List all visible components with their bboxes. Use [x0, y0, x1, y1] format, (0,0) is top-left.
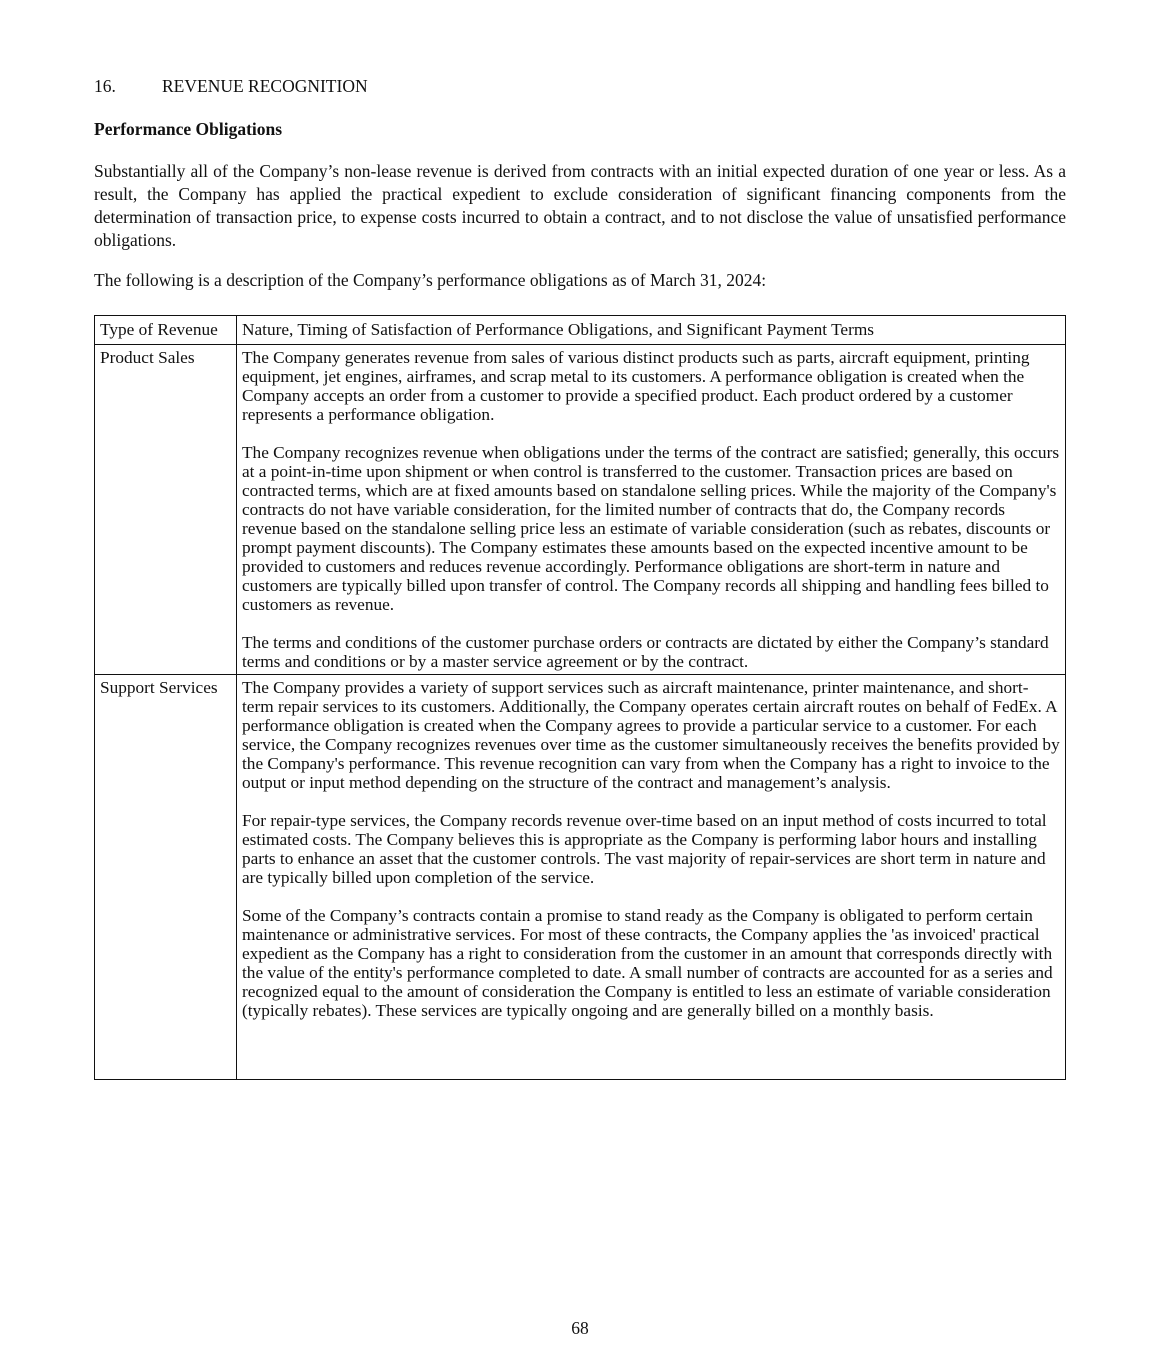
column-header-type: Type of Revenue — [95, 316, 237, 345]
description-cell — [237, 675, 1066, 1080]
lead-in-paragraph: The following is a description of the Company’s performance obligations as of March 31, 2024: — [94, 270, 767, 290]
table-row — [95, 345, 1066, 675]
column-header-nature: Nature, Timing of Satisfaction of Performance Obligations, and Significant Payment Terms — [237, 316, 1066, 345]
description-paragraph: The Company provides a variety of support services such as aircraft maintenance, printer maintenance, and short-term repair services to its customers. Additionally, the Company operates certain aircraft routes on behalf of FedEx. A performance obligation is created when the Company agrees to provide a particular service to a customer. For each service, the Company recognizes revenues over time as the customer simultaneously receives the benefits provided by the Company's performance. This revenue recognition can vary from when the Company has a right to invoice to the output or input method depending on the structure of the contract and management’s analysis. — [242, 678, 1060, 792]
description-paragraph: Some of the Company’s contracts contain a promise to stand ready as the Company is obligated to perform certain maintenance or administrative services. For most of these contracts, the Company applies the 'as invoiced' practical expedient as the Company has a right to consideration from the customer in an amount that corresponds directly with the value of the entity's performance completed to date. A small number of contracts are accounted for as a series and recognized equal to the amount of consideration the Company is entitled to less an estimate of variable consideration (typically rebates). These services are typically ongoing and are generally billed on a monthly basis. — [242, 906, 1053, 1020]
revenue-type-cell: Product Sales — [95, 345, 237, 675]
description-paragraph: The terms and conditions of the customer purchase orders or contracts are dictated by either the Company’s standard terms and conditions or by a master service agreement or by the contract. — [242, 633, 1049, 671]
description-paragraph: The Company recognizes revenue when obligations under the terms of the contract are satisfied; generally, this occurs at a point-in-time upon shipment or when control is transferred to the customer. Transaction prices are based on contracted terms, which are at fixed amounts based on standalone selling prices. While the majority of the Company's contracts do not have variable consideration, for the limited number of contracts that do, the Company records revenue based on the standalone selling price less an estimate of variable consideration (such as rebates, discounts or prompt payment discounts). The Company estimates these amounts based on the expected incentive amount to be provided to customers and reduces revenue accordingly. Performance obligations are short-term in nature and customers are typically billed upon transfer of control. The Company records all shipping and handling fees billed to customers as revenue. — [242, 443, 1060, 614]
description-cell — [237, 345, 1066, 675]
section-title: REVENUE RECOGNITION — [162, 76, 368, 96]
description-paragraph: The Company generates revenue from sales of various distinct products such as parts, aircraft equipment, printing equipment, jet engines, airframes, and scrap metal to its customers. A performance obligation is created when the Company accepts an order from a customer to provide a specified product. Each product ordered by a customer represents a performance obligation. — [242, 348, 1030, 424]
table-header-row — [95, 316, 1066, 345]
page-number: 68 — [571, 1318, 589, 1338]
section-number: 16. — [94, 76, 116, 96]
table-row — [95, 675, 1066, 1080]
intro-paragraph: Substantially all of the Company’s non-lease revenue is derived from contracts with an initial expected duration of one year or less. As a result, the Company has applied the practical expedient to exclude consideration of significant financing components from the determination of transaction price, to expense costs incurred to obtain a contract, and to not disclose the value of unsatisfied performance obligations. — [94, 161, 1066, 250]
section-heading — [94, 76, 368, 97]
description-paragraph: For repair-type services, the Company records revenue over-time based on an input method of costs incurred to total estimated costs. The Company believes this is appropriate as the Company is performing labor hours and installing parts to enhance an asset that the customer controls. The vast majority of repair-services are short term in nature and are typically billed upon completion of the service. — [242, 811, 1047, 887]
performance-obligations-table — [94, 315, 1066, 1080]
subheading: Performance Obligations — [94, 119, 283, 139]
revenue-type-cell: Support Services — [95, 675, 237, 1080]
